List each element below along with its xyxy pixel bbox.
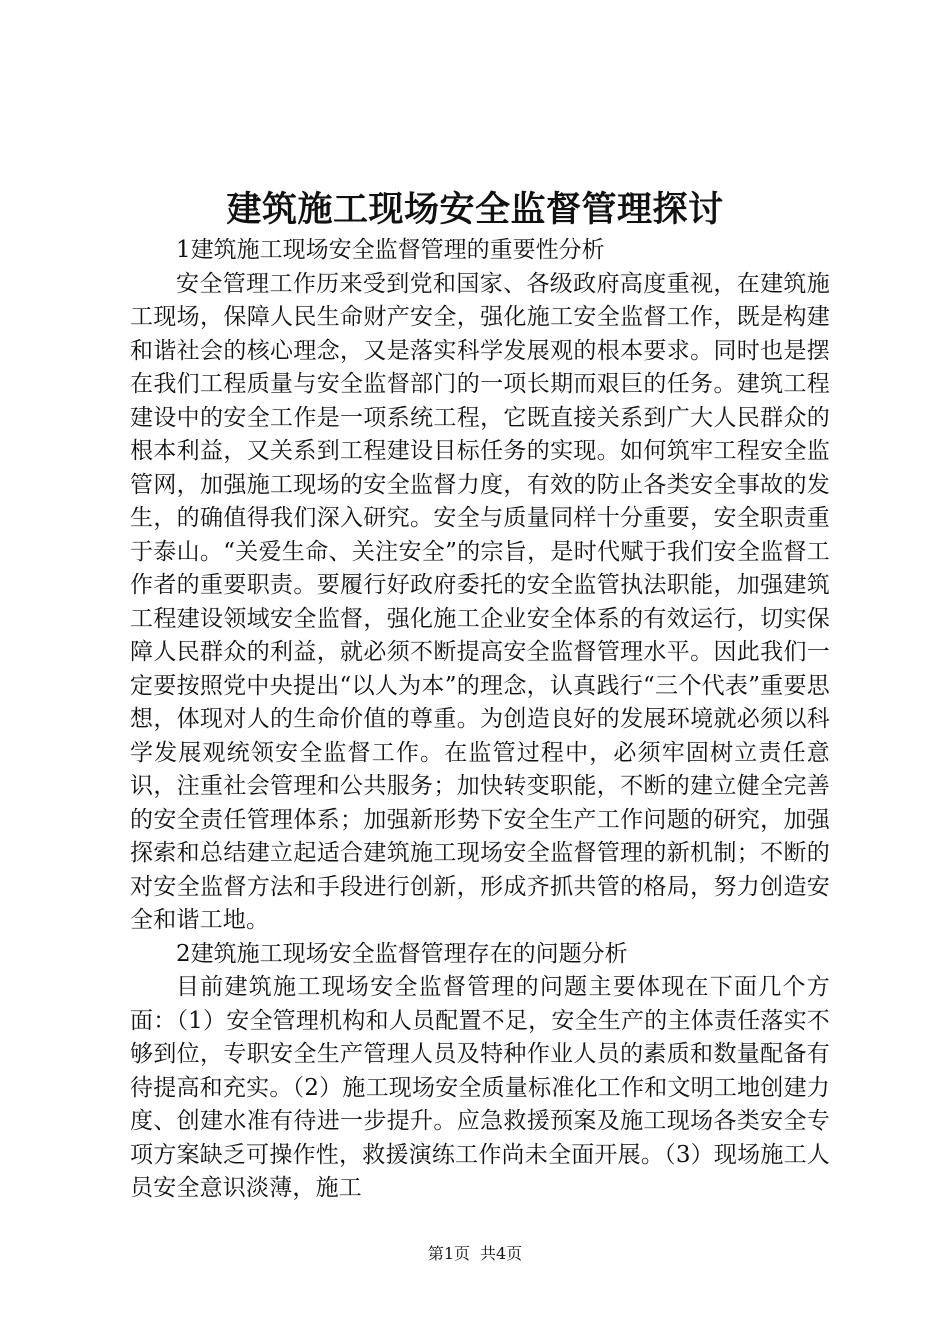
document-title: 建筑施工现场安全监督管理探讨	[226, 189, 724, 230]
section-1-paragraph: 安全管理工作历来受到党和国家、各级政府高度重视，在建筑施工现场，保障人民生命财产安全，强化施工安全监督工作，既是构建和谐社会的核心理念，又是落实科学发展观的根本要求。同时也是摆在我们工程质量与安全监督部门的一项长期而艰巨的任务。建筑工程建设中的安全工作是一项系统工程，它既直接关系到广大人民群众的根本利益，又关系到工程建设目标任务的实现。如何筑牢工程安全监管网，加强施工现场的安全监督力度，有效的防止各类安全事故的发生，的确值得我们深入研究。安全与质量同样十分重要，安全职责重于泰山。“关爱生命、关注安全”的宗旨，是时代赋于我们安全监督工作者的重要职责。要履行好政府委托的安全监管执法职能，加强建筑工程建设领域安全监督，强化施工企业安全体系的有效运行，切实保障人民群众的利益，就必须不断提高安全监督管理水平。因此我们一定要按照党中央提出“以人为本”的理念，认真践行“三个代表”重要思想，体现对人的生命价值的尊重。为创造良好的发展环境就必须以科学发展观统领安全监督工作。在监管过程中，必须牢固树立责任意识，注重社会管理和公共服务；加快转变职能，不断的建立健全完善的安全责任管理体系；加强新形势下安全生产工作问题的研究，加强探索和总结建立起适合建筑施工现场安全监督管理的新机制；不断的对安全监督方法和手段进行创新，形成齐抓共管的格局，努力创造安全和谐工地。	[130, 270, 830, 933]
section-2-paragraph: 目前建筑施工现场安全监督管理的问题主要体现在下面几个方面：（1）安全管理机构和人员配置不足，安全生产的主体责任落实不够到位，专职安全生产管理人员及特种作业人员的素质和数量配备有待提高和充实。（2）施工现场安全质量标准化工作和文明工地创建力度、创建水准有待进一步提升。应急救援预案及施工现场各类安全专项方案缺乏可操作性，救援演练工作尚未全面开展。（3）现场施工人员安全意识淡薄，施工	[130, 974, 830, 1201]
section-2-heading: 2建筑施工现场安全监督管理存在的问题分析	[176, 940, 628, 967]
page-total: 共4页	[480, 1244, 523, 1263]
page-footer	[0, 1243, 950, 1265]
section-1-heading: 1建筑施工现场安全监督管理的重要性分析	[176, 237, 605, 263]
page-number: 第1页	[427, 1244, 470, 1263]
document-body	[130, 234, 830, 1206]
